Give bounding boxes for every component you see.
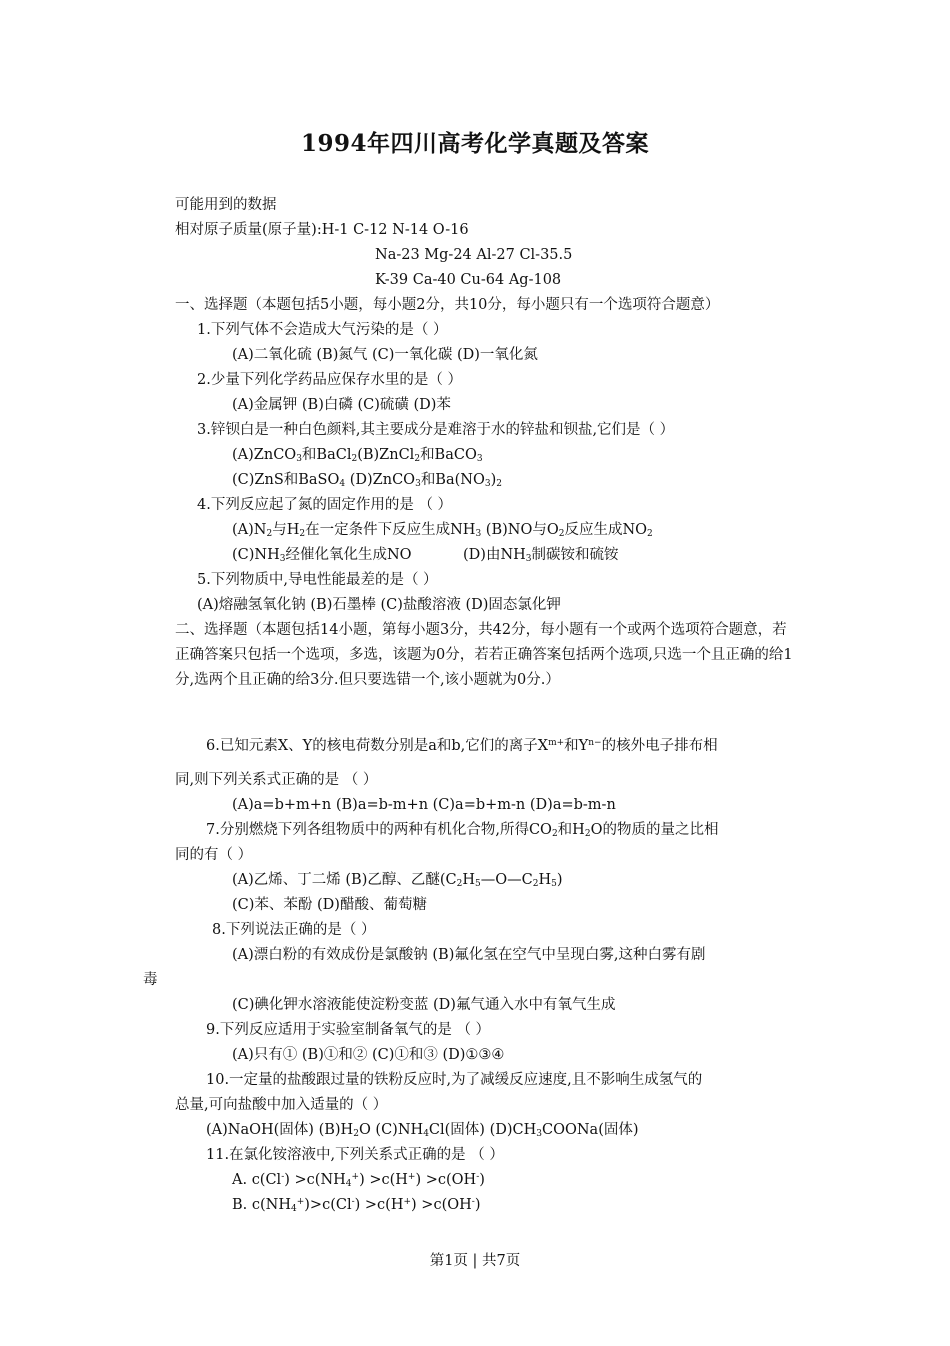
section2-heading: 二、选择题（本题包括14小题，第每小题3分，共42分，每小题有一个或两个选项符合题意，若正确答案只包括一个选项，多选，该题为0分，若若正确答案包括两个选项,只选一个且正确的给1分,选两个且正确的给3分.但只要选错一个,该小题就为0分.）	[175, 622, 793, 688]
q10-stem-continued: 总量,可向盐酸中加入适量的（ ）	[175, 1097, 388, 1113]
q2-options: (A)金属钾 (B)白磷 (C)硫磺 (D)苯	[232, 397, 451, 413]
atomic-masses-line-2: Na-23 Mg-24 Al-27 Cl-35.5	[375, 247, 573, 263]
atomic-masses-line-1: 相对原子质量(原子量):H-1 C-12 N-14 O-16	[175, 222, 469, 238]
q6-stem-continued: 同,则下列关系式正确的是 （ ）	[175, 772, 378, 788]
q4-option-c: $(C)NH_3$经催化氧化生成NO	[232, 547, 412, 564]
atomic-masses-line-3: K-39 Ca-40 Cu-64 Ag-108	[375, 272, 562, 288]
q3-stem: 3.锌钡白是一种白色颜料,其主要成分是难溶于水的锌盐和钡盐,它们是（ ）	[197, 422, 675, 438]
q1-options: (A)二氧化硫 (B)氮气 (C)一氧化碳 (D)一氧化氮	[232, 347, 538, 363]
q10-options: (A)NaOH(固体) $(B)H_2O$ $(C)NH_4Cl$(固体) $(D)CH_3COONa$(固体)	[206, 1122, 639, 1139]
page-footer: 第1页 | 共7页	[429, 1253, 521, 1269]
q3-options-ab: (A)ZnCO$_3$和BaCl$_2$(B)ZnCl$_2$和BaCO$_3$	[232, 447, 483, 464]
q8-options-cd: (C)碘化钾水溶液能使淀粉变蓝 (D)氟气通入水中有氧气生成	[232, 997, 616, 1013]
q9-stem: 9.下列反应适用于实验室制备氧气的是 （ ）	[206, 1022, 491, 1038]
q11-option-b: B. $c(NH_4^+)>c(Cl^-) >c(H^+) >c(OH^-)$	[232, 1197, 481, 1214]
q11-stem: 11.在氯化铵溶液中,下列关系式正确的是 （ ）	[206, 1147, 504, 1163]
q1-stem: 1.下列气体不会造成大气污染的是（ ）	[197, 322, 448, 338]
q4-options-ab: $(A)N_2$与$H_2$在一定条件下反应生成$NH_3$ (B)NO与$O_2$反应生成$NO_2$	[232, 522, 653, 539]
section1-heading: 一、选择题（本题包括5小题，每小题2分，共10分，每小题只有一个选项符合题意）	[175, 297, 720, 313]
q7-options-cd: (C)苯、苯酚 (D)醋酸、葡萄糖	[232, 897, 427, 913]
q4-stem: 4.下列反应起了氮的固定作用的是 （ ）	[197, 497, 453, 513]
q2-stem: 2.少量下列化学药品应保存水里的是（ ）	[197, 372, 462, 388]
q7-stem-continued: 同的有（ ）	[175, 847, 253, 863]
q8-options-ab-continued: 毒	[143, 972, 158, 988]
q6-options: (A)a=b+m+n (B)a=b-m+n (C)a=b+m-n (D)a=b-m-n	[232, 797, 616, 813]
data-header-label: 可能用到的数据	[175, 197, 277, 213]
q7-stem: 7.分别燃烧下列各组物质中的两种有机化合物,所得$CO_2$和$H_2O$的物质的量之比相	[206, 822, 719, 839]
q9-options: (A)只有① (B)①和② (C)①和③ (D)①③④	[232, 1047, 505, 1063]
q8-stem: 8.下列说法正确的是（ ）	[212, 922, 376, 938]
q11-option-a: A. $c(Cl^-) >c(NH_4^+) >c(H^+) >c(OH^-)$	[232, 1172, 485, 1189]
q6-stem: 6.已知元素X、Y的核电荷数分别是a和b,它们的离子$X^{m+}$和$Y^{n-}$的核外电子排布相	[206, 738, 718, 754]
page-title: 1994年四川高考化学真题及答案	[300, 130, 649, 157]
q4-option-d: (D)由$NH_3$制碳铵和硫铵	[463, 547, 619, 564]
q8-options-ab: (A)漂白粉的有效成份是氯酸钠 (B)氟化氢在空气中呈现白雾,这种白雾有剧	[232, 947, 706, 963]
q5-options: (A)熔融氢氧化钠 (B)石墨棒 (C)盐酸溶液 (D)固态氯化钾	[197, 597, 561, 613]
q7-options-ab: (A)乙烯、丁二烯 (B)乙醇、乙醚$(C_2H_5—O—C_2H_5)$	[232, 872, 563, 889]
q5-stem: 5.下列物质中,导电性能最差的是（ ）	[197, 572, 438, 588]
q3-options-cd: (C)ZnS和BaSO$_4$ (D)ZnCO$_3$和$Ba(NO_3)_2$	[232, 472, 502, 489]
q10-stem: 10.一定量的盐酸跟过量的铁粉反应时,为了减缓反应速度,且不影响生成氢气的	[206, 1072, 703, 1088]
